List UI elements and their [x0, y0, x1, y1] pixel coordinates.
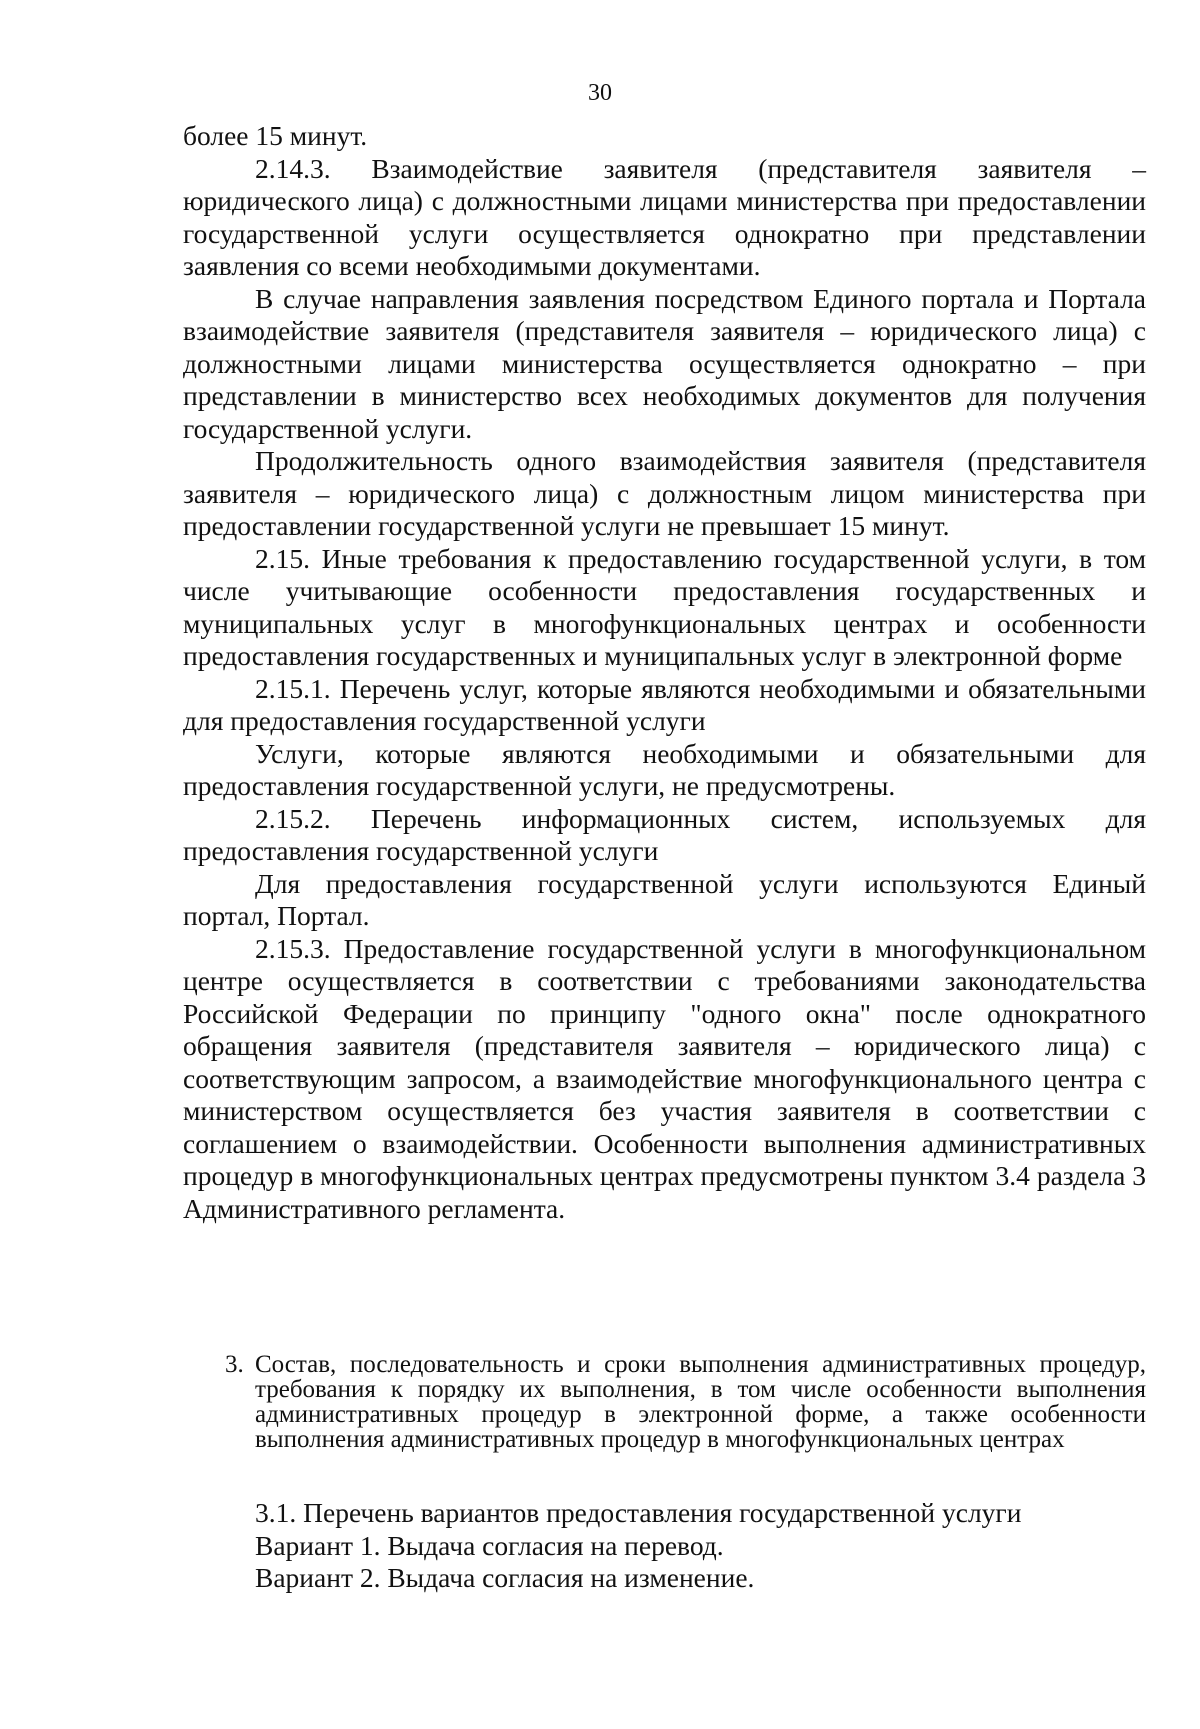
paragraph-2-14-3: 2.14.3. Взаимодействие заявителя (представителя заявителя – юридического лица) с должностными лицами министерства при предоставлении государственной услуги осуществляется однократно при представлении заявления со всеми необходимыми документами. — [183, 152, 1146, 281]
paragraph-2-15: 2.15. Иные требования к предоставлению государственной услуги, в том числе учитывающие особенности предоставления государственных и муниципальных услуг в многофункциональных центрах и особенности предоставления государственных и муниципальных услуг в электронной форме — [183, 542, 1146, 671]
section-number: 3. — [225, 1351, 244, 1378]
paragraph-continuation: более 15 минут. — [183, 120, 368, 151]
section-title: Состав, последовательность и сроки выполнения административных процедур, требования к порядку их выполнения, в том числе особенности выполнения административных процедур в электронной форме, а также особенности выполнения административных процедур в многофункциональных центрах — [255, 1351, 1146, 1453]
variant-item: Вариант 2. Выдача согласия на изменение. — [255, 1562, 755, 1593]
page-number: 30 — [588, 80, 612, 106]
variant-item: Вариант 1. Выдача согласия на перевод. — [255, 1529, 724, 1561]
paragraph-services: Услуги, которые являются необходимыми и обязательными для предоставления государственной услуги, не предусмотрены. — [183, 737, 1146, 801]
document-body — [183, 120, 1146, 1225]
paragraph-2-15-1: 2.15.1. Перечень услуг, которые являются необходимыми и обязательными для предоставления государственной услуги — [183, 672, 1146, 736]
variants-block — [255, 1497, 1155, 1595]
paragraph-info-systems: Для предоставления государственной услуги используются Единый портал, Портал. — [183, 867, 1146, 931]
paragraph-2-15-2: 2.15.2. Перечень информационных систем, используемых для предоставления государственной услуги — [183, 802, 1146, 866]
section-heading — [225, 1351, 1146, 1453]
paragraph-duration: Продолжительность одного взаимодействия заявителя (представителя заявителя – юридического лица) с должностным лицом министерства при предоставлении государственной услуги не превышает 15 минут. — [183, 445, 1146, 541]
paragraph-2-15-3: 2.15.3. Предоставление государственной услуги в многофункциональном центре осуществляется в соответствии с требованиями законодательства Российской Федерации по принципу "одного окна" после однократного обращения заявителя (представителя заявителя – юридического лица) с соответствующим запросом, а взаимодействие многофункционального центра с министерством осуществляется без участия заявителя в соответствии с соглашением о взаимодействии. Особенности выполнения административных процедур в многофункциональных центрах предусмотрены пунктом 3.4 раздела 3 Административного регламента. — [183, 932, 1146, 1224]
variants-title: 3.1. Перечень вариантов предоставления государственной услуги — [255, 1497, 1022, 1528]
paragraph-portal-interaction: В случае направления заявления посредством Единого портала и Портала взаимодействие заявителя (представителя заявителя – юридического лица) с должностными лицами министерства осуществляется однократно – при представлении в министерство всех необходимых документов для получения государственной услуги. — [183, 282, 1146, 444]
